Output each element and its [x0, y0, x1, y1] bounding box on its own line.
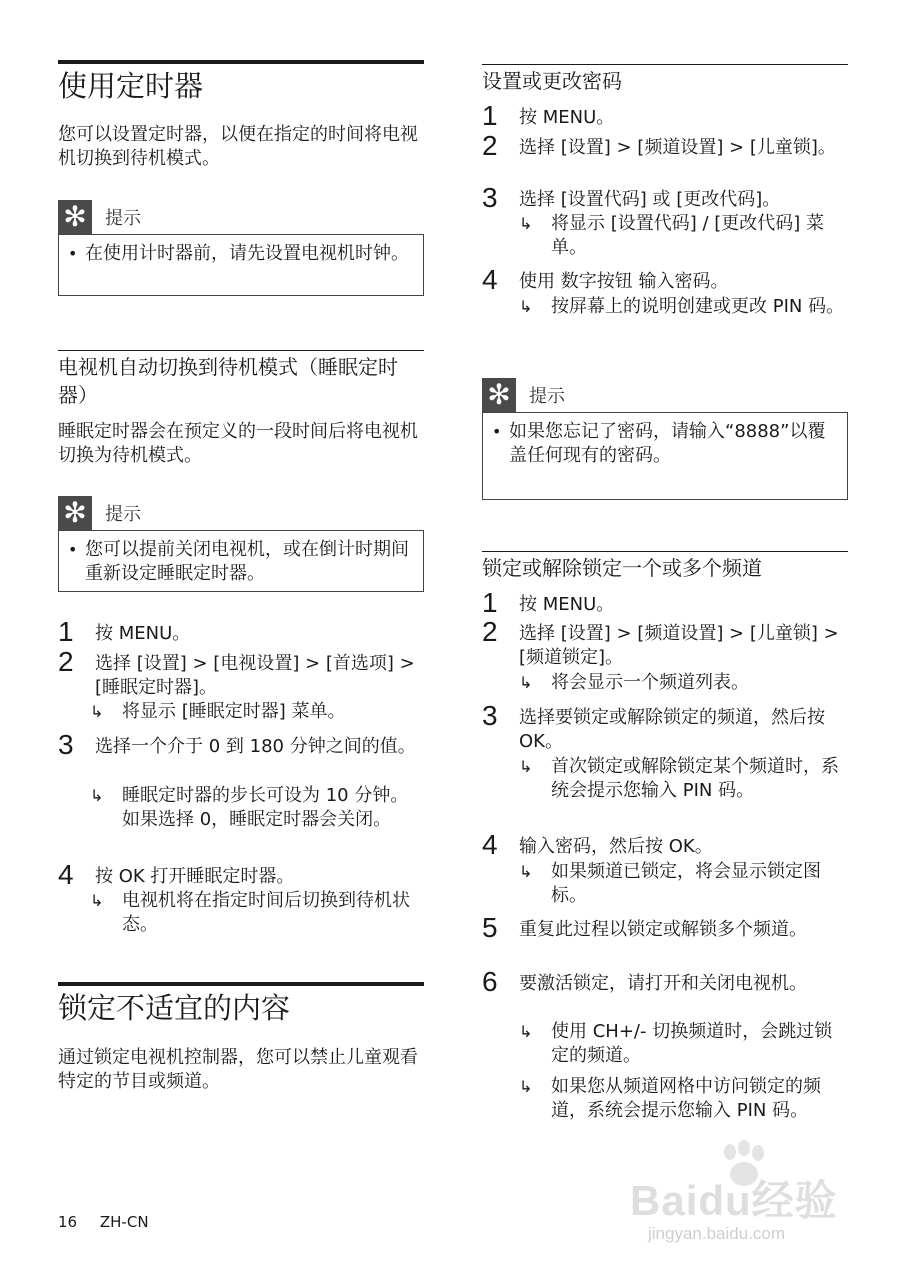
step-text: 按 MENU。 — [519, 594, 615, 615]
step-result — [90, 700, 419, 724]
list-item — [58, 646, 424, 700]
list-item — [482, 264, 848, 295]
result-arrow-icon: ↳ — [90, 786, 104, 805]
result-arrow-icon: ↳ — [519, 214, 533, 233]
tip-label: 提示 — [529, 386, 565, 407]
result-text: 如果频道已锁定，将会显示锁定图标。 — [551, 861, 821, 906]
step-text: 选择要锁定或解除锁定的频道，然后按 OK。 — [519, 707, 825, 752]
timer-intro: 您可以设置定时器，以便在指定的时间将电视机切换到待机模式。 — [58, 124, 418, 169]
step-text: 按 OK 打开睡眠定时器。 — [95, 866, 295, 887]
tip-label: 提示 — [105, 208, 141, 229]
result-arrow-icon: ↳ — [519, 1077, 533, 1096]
step-result — [519, 860, 848, 908]
step-number: 2 — [482, 616, 498, 647]
step-number: 3 — [482, 700, 498, 731]
result-text: 将显示 [睡眠定时器] 菜单。 — [122, 701, 346, 722]
step-number: 6 — [482, 966, 498, 997]
tip-text: 您可以提前关闭电视机，或在倒计时期间重新设定睡眠定时器。 — [85, 539, 409, 584]
step-text: 选择 [设置] > [频道设置] > [儿童锁] > [频道锁定]。 — [519, 623, 839, 668]
step-text: 选择 [设置] > [频道设置] > [儿童锁]。 — [519, 137, 836, 158]
step-number: 4 — [482, 829, 498, 860]
step-result — [519, 1020, 848, 1068]
result-text: 睡眠定时器的步长可设为 10 分钟。 如果选择 0，睡眠定时器会关闭。 — [122, 785, 409, 830]
page-number: 16 — [58, 1213, 78, 1231]
result-text: 将显示 [设置代码] / [更改代码] 菜单。 — [551, 213, 825, 258]
tip-text: 在使用计时器前，请先设置电视机时钟。 — [85, 243, 409, 264]
step-number: 2 — [58, 646, 74, 677]
result-arrow-icon: ↳ — [519, 673, 533, 692]
tip-block-2 — [58, 496, 424, 592]
result-arrow-icon: ↳ — [519, 757, 533, 776]
watermark-logo: Baidu经验 — [630, 1177, 838, 1224]
language-code: ZH-CN — [99, 1213, 149, 1231]
result-text: 首次锁定或解除锁定某个频道时，系统会提示您输入 PIN 码。 — [551, 756, 839, 801]
step-text: 选择一个介于 0 到 180 分钟之间的值。 — [95, 736, 416, 757]
sleep-timer-desc: 睡眠定时器会在预定义的一段时间后将电视机切换为待机模式。 — [58, 421, 418, 466]
tip-label: 提示 — [105, 504, 141, 525]
step-result — [519, 755, 848, 803]
sleep-timer-heading: 电视机自动切换到待机模式（睡眠定时器） — [58, 350, 424, 409]
step-result — [519, 295, 848, 319]
step-number: 5 — [482, 912, 498, 943]
lock-channel-heading: 锁定或解除锁定一个或多个频道 — [482, 551, 848, 582]
list-item — [482, 100, 848, 131]
tip-icon: ✻ — [482, 378, 516, 412]
result-arrow-icon: ↳ — [519, 862, 533, 881]
lock-intro: 通过锁定电视机控制器，您可以禁止儿童观看特定的节目或频道。 — [58, 1047, 418, 1092]
result-text: 按屏幕上的说明创建或更改 PIN 码。 — [551, 296, 845, 317]
tip-block-3 — [482, 378, 848, 500]
page-footer — [58, 1213, 167, 1231]
step-text: 选择 [设置代码] 或 [更改代码]。 — [519, 189, 781, 210]
list-item — [482, 966, 848, 997]
tip-icon: ✻ — [58, 200, 92, 234]
step-text: 要激活锁定，请打开和关闭电视机。 — [519, 973, 807, 994]
pin-heading: 设置或更改密码 — [482, 64, 848, 95]
tip-text: 如果您忘记了密码，请输入“8888”以覆盖任何现有的密码。 — [509, 421, 826, 466]
step-number: 3 — [58, 729, 74, 760]
list-item — [482, 912, 848, 943]
result-arrow-icon: ↳ — [90, 702, 104, 721]
list-item — [482, 587, 848, 618]
list-item — [482, 130, 848, 161]
bullet-icon: • — [68, 244, 78, 263]
result-text: 将会显示一个频道列表。 — [551, 672, 749, 693]
step-number: 1 — [482, 587, 498, 618]
step-number: 2 — [482, 130, 498, 161]
step-text: 重复此过程以锁定或解锁多个频道。 — [519, 919, 807, 940]
section-title-lock: 锁定不适宜的内容 — [58, 982, 424, 1028]
result-text: 使用 CH+/- 切换频道时，会跳过锁定的频道。 — [551, 1021, 833, 1066]
result-arrow-icon: ↳ — [90, 891, 104, 910]
list-item — [58, 729, 424, 760]
bullet-icon: • — [492, 422, 502, 441]
watermark-url: jingyan.baidu.com — [648, 1224, 786, 1243]
result-arrow-icon: ↳ — [519, 1022, 533, 1041]
bullet-icon: • — [68, 540, 78, 559]
step-result — [519, 212, 848, 260]
step-text: 按 MENU。 — [95, 623, 191, 644]
list-item — [482, 829, 848, 860]
step-result — [519, 1075, 848, 1123]
tip-icon: ✻ — [58, 496, 92, 530]
list-item — [482, 182, 848, 213]
step-result — [90, 889, 419, 937]
section-title-timer: 使用定时器 — [58, 60, 424, 106]
list-item — [58, 859, 424, 890]
step-number: 3 — [482, 182, 498, 213]
step-number: 1 — [482, 100, 498, 131]
step-text: 选择 [设置] > [电视设置] > [首选项] > [睡眠定时器]。 — [95, 653, 415, 698]
step-number: 4 — [58, 859, 74, 890]
step-result — [90, 784, 419, 832]
result-text: 如果您从频道网格中访问锁定的频道，系统会提示您输入 PIN 码。 — [551, 1076, 821, 1121]
tip-block-1 — [58, 200, 424, 296]
step-result — [519, 671, 848, 695]
list-item — [58, 616, 424, 647]
step-number: 1 — [58, 616, 74, 647]
step-text: 按 MENU。 — [519, 107, 615, 128]
list-item — [482, 700, 848, 754]
step-text: 使用 数字按钮 输入密码。 — [519, 271, 729, 292]
result-text: 电视机将在指定时间后切换到待机状态。 — [122, 890, 410, 935]
step-number: 4 — [482, 264, 498, 295]
step-text: 输入密码，然后按 OK。 — [519, 836, 713, 857]
list-item — [482, 616, 848, 670]
result-arrow-icon: ↳ — [519, 297, 533, 316]
